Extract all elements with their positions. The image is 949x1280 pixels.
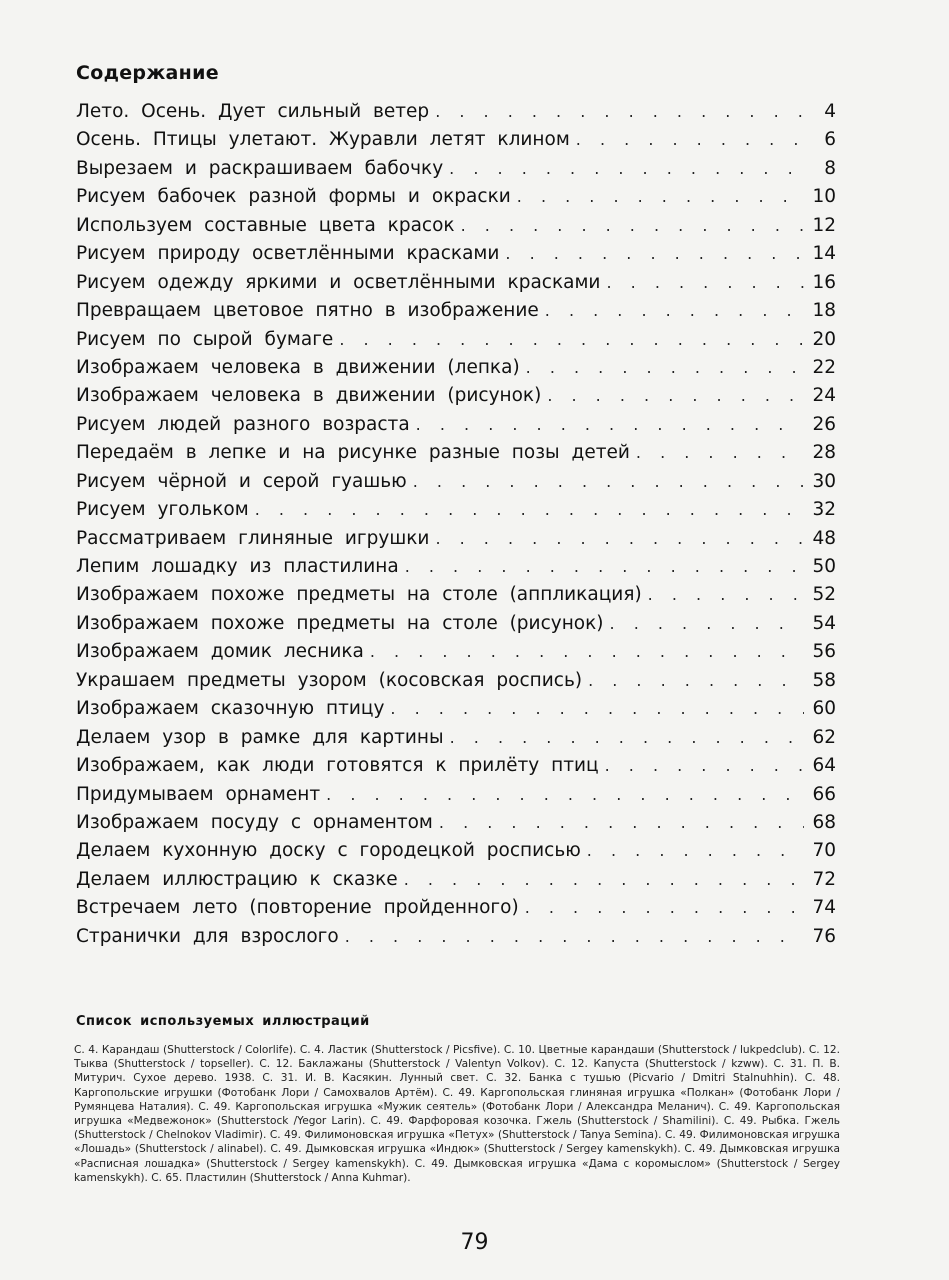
toc-leader-dots <box>606 269 804 297</box>
toc-leader-dots <box>545 297 804 325</box>
toc-entry-title: Рисуем бабочек разной формы и окраски <box>76 186 511 208</box>
toc-list <box>76 98 836 951</box>
toc-entry <box>76 667 836 695</box>
toc-entry <box>76 581 836 609</box>
toc-leader-dots <box>435 525 804 553</box>
toc-entry-title: Придумываем орнамент <box>76 783 321 805</box>
toc-entry <box>76 724 836 752</box>
toc-entry <box>76 610 836 638</box>
toc-entry-page: 32 <box>812 499 836 521</box>
toc-leader-dots <box>450 724 804 752</box>
toc-entry-title: Рассматриваем глиняные игрушки <box>76 527 430 549</box>
toc-entry-title: Изображаем похоже предметы на столе (рисунок) <box>76 612 604 634</box>
toc-entry-title: Встречаем лето (повторение пройденного) <box>76 897 519 919</box>
toc-entry <box>76 695 836 723</box>
toc-entry-page: 76 <box>812 925 836 947</box>
toc-leader-dots <box>587 837 804 865</box>
toc-entry-page: 16 <box>812 271 836 293</box>
toc-entry-title: Рисуем по сырой бумаге <box>76 328 334 350</box>
toc-leader-dots <box>370 638 804 666</box>
toc-leader-dots <box>326 781 804 809</box>
toc-entry-page: 66 <box>812 783 836 805</box>
toc-leader-dots <box>435 98 804 126</box>
toc-entry-title: Лето. Осень. Дует сильный ветер <box>76 101 430 122</box>
toc-entry-title: Рисуем чёрной и серой гуашью <box>76 470 407 492</box>
toc-entry-page: 72 <box>812 868 836 890</box>
toc-entry-title: Рисуем природу осветлёнными красками <box>76 243 500 265</box>
toc-entry-page: 70 <box>812 840 836 862</box>
toc-leader-dots <box>255 496 804 524</box>
toc-leader-dots <box>576 126 804 154</box>
toc-entry-title: Осень. Птицы улетают. Журавли летят клином <box>76 129 570 151</box>
toc-entry-page: 22 <box>812 356 836 378</box>
toc-entry-title: Изображаем похоже предметы на столе (аппликация) <box>76 584 642 606</box>
toc-entry-title: Лепим лошадку из пластилина <box>76 556 399 577</box>
toc-leader-dots <box>547 382 804 410</box>
toc-entry <box>76 240 836 268</box>
toc-entry-page: 54 <box>812 612 836 634</box>
toc-entry-title: Рисуем одежду яркими и осветлёнными красками <box>76 271 601 293</box>
toc-entry-page: 64 <box>812 755 836 777</box>
toc-leader-dots <box>588 667 804 695</box>
toc-entry-title: Рисуем людей разного возраста <box>76 413 410 435</box>
toc-entry <box>76 781 836 809</box>
toc-leader-dots <box>439 809 804 837</box>
toc-entry-page: 18 <box>812 300 836 322</box>
toc-entry-page: 50 <box>812 556 836 577</box>
toc-entry <box>76 382 836 410</box>
toc-title: Содержание <box>76 62 219 84</box>
toc-entry-page: 20 <box>812 328 836 350</box>
toc-entry-page: 8 <box>824 157 836 179</box>
toc-leader-dots <box>339 326 804 354</box>
toc-entry-title: Изображаем, как люди готовятся к прилёту птиц <box>76 755 599 777</box>
toc-entry <box>76 183 836 211</box>
toc-entry-page: 58 <box>812 669 836 691</box>
toc-entry <box>76 553 836 581</box>
toc-leader-dots <box>636 439 804 467</box>
toc-entry-page: 68 <box>812 811 836 833</box>
toc-leader-dots <box>416 411 804 439</box>
toc-entry-page: 28 <box>812 442 836 464</box>
toc-leader-dots <box>404 866 804 894</box>
toc-entry-page: 62 <box>812 726 836 748</box>
toc-entry-page: 24 <box>812 385 836 407</box>
toc-entry-page: 48 <box>812 527 836 549</box>
toc-entry-title: Изображаем человека в движении (лепка) <box>76 356 520 378</box>
toc-leader-dots <box>413 468 804 496</box>
toc-leader-dots <box>449 155 804 183</box>
toc-entry <box>76 923 836 951</box>
toc-entry-page: 12 <box>812 214 836 236</box>
toc-entry <box>76 354 836 382</box>
toc-leader-dots <box>517 183 804 211</box>
toc-entry <box>76 126 836 154</box>
toc-leader-dots <box>345 923 804 951</box>
toc-leader-dots <box>610 610 804 638</box>
toc-entry-title: Украшаем предметы узором (косовская роспись) <box>76 669 583 691</box>
toc-entry <box>76 297 836 325</box>
page-number: 79 <box>460 1230 489 1255</box>
toc-entry-page: 74 <box>812 897 836 919</box>
toc-entry <box>76 866 836 894</box>
toc-entry-title: Изображаем человека в движении (рисунок) <box>76 385 542 407</box>
toc-entry-page: 26 <box>812 413 836 435</box>
toc-entry-title: Делаем кухонную доску с городецкой росписью <box>76 840 581 862</box>
toc-entry-title: Изображаем посуду с орнаментом <box>76 811 433 833</box>
toc-entry-title: Превращаем цветовое пятно в изображение <box>76 300 539 322</box>
toc-entry <box>76 411 836 439</box>
toc-leader-dots <box>505 240 804 268</box>
toc-entry-title: Делаем иллюстрацию к сказке <box>76 868 398 890</box>
toc-entry <box>76 439 836 467</box>
toc-entry-title: Изображаем сказочную птицу <box>76 698 385 720</box>
toc-leader-dots <box>461 212 804 240</box>
toc-leader-dots <box>648 581 804 609</box>
toc-leader-dots <box>526 354 804 382</box>
toc-entry <box>76 468 836 496</box>
toc-entry-page: 30 <box>812 470 836 492</box>
toc-entry-title: Используем составные цвета красок <box>76 214 455 236</box>
toc-entry <box>76 496 836 524</box>
toc-entry-page: 56 <box>812 641 836 663</box>
toc-entry-title: Передаём в лепке и на рисунке разные позы детей <box>76 442 630 464</box>
toc-entry-page: 60 <box>812 698 836 720</box>
toc-entry-page: 14 <box>812 243 836 265</box>
toc-leader-dots <box>605 752 804 780</box>
toc-leader-dots <box>405 553 804 581</box>
toc-entry <box>76 894 836 922</box>
toc-entry <box>76 525 836 553</box>
toc-entry <box>76 98 836 126</box>
toc-entry-title: Вырезаем и раскрашиваем бабочку <box>76 157 444 179</box>
toc-entry <box>76 837 836 865</box>
toc-entry <box>76 155 836 183</box>
toc-entry-page: 10 <box>812 186 836 208</box>
toc-entry <box>76 809 836 837</box>
toc-entry-page: 4 <box>824 101 836 122</box>
toc-entry-title: Изображаем домик лесника <box>76 641 364 663</box>
toc-entry <box>76 212 836 240</box>
toc-leader-dots <box>525 894 804 922</box>
illustrations-text: С. 4. Карандаш (Shutterstock / Colorlife). С. 4. Ластик (Shutterstock / Picsfive). С. 10. Цветные карандаши (Shutterstock / lukpedclub). С. 12. Тыква (Shutterstock / topseller). С. 12. Баклажаны (Shutterstock / Valentyn Volkov). С. 12. Капуста (Shutterstock / kzww). С. 31. П. В. Митурич. Сухое дерево. 1938. С. 31. И. В. Касякин. Лунный свет. С. 32. Банка с тушью (Picvario / Dmitri Stalnuhhin). С. 48. Каргопольские игрушки (Фотобанк Лори / Самохвалов Артём). С. 49. Каргопольская глиняная игрушка «Полкан» (Фотобанк Лори / Румянцева Наталия). С. 49. Каргопольская игрушка «Мужик сеятель» (Фотобанк Лори / Александра Меланич). С. 49. Каргопольская игрушка «Медвежонок» (Shutterstock /Yegor Larin). С. 49. Фарфоровая козочка. Гжель (Shutterstock / Shamilini). С. 49. Рыбка. Гжель (Shutterstock / Chelnokov Vladimir). С. 49. Филимоновская игрушка «Петух» (Shutterstock / Tanya Semina). С. 49. Филимоновская игрушка «Лошадь» (Shutterstock / alinabel). С. 49. Дымковская игрушка «Индюк» (Shutterstock / Sergey kamenskykh). С. 49. Дымковская игрушка «Расписная лошадка» (Shutterstock / Sergey kamenskykh). С. 49. Дымковская игрушка «Дама с коромыслом» (Shutterstock / Sergey kamenskykh). С. 65. Пластилин (Shutterstock / Anna Kuhmar). <box>74 1044 840 1184</box>
illustrations-title: Список используемых иллюстраций <box>76 1014 370 1029</box>
toc-entry <box>76 752 836 780</box>
toc-entry-title: Странички для взрослого <box>76 925 339 947</box>
toc-entry-page: 52 <box>812 584 836 606</box>
toc-entry-page: 6 <box>824 129 836 151</box>
toc-entry <box>76 638 836 666</box>
toc-entry <box>76 269 836 297</box>
toc-entry-title: Делаем узор в рамке для картины <box>76 726 444 748</box>
toc-entry <box>76 326 836 354</box>
toc-leader-dots <box>390 695 804 723</box>
toc-entry-title: Рисуем угольком <box>76 499 249 521</box>
